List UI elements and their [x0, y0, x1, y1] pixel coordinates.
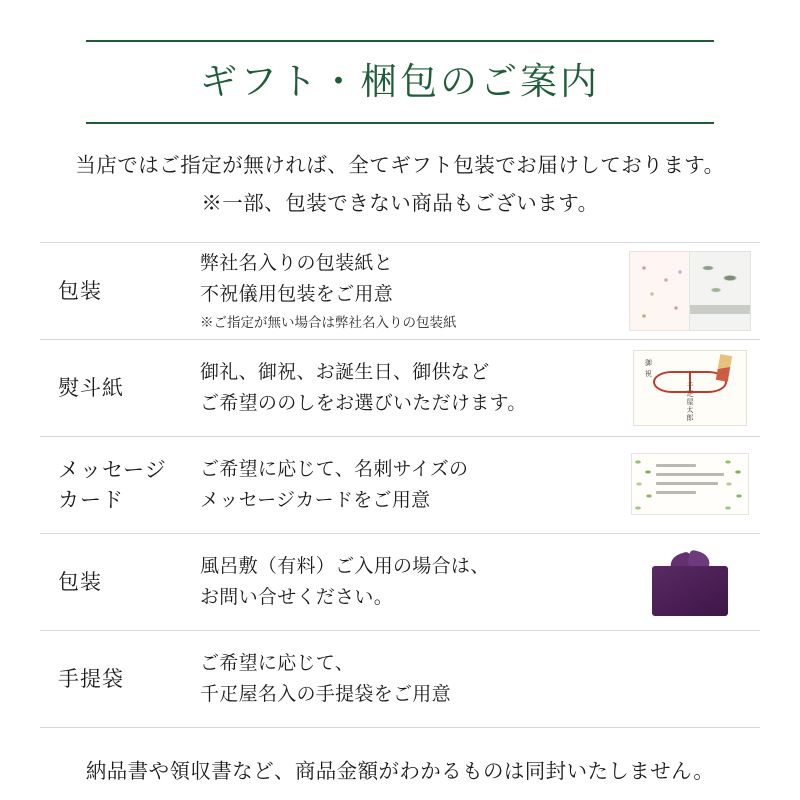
page-title: ギフト・梱包のご案内 [200, 62, 600, 103]
row-label [40, 455, 200, 516]
card-text-line [656, 464, 696, 467]
row-description-line-2: 不祝儀用包装をご用意 [200, 284, 394, 306]
row-label: 包装 [58, 279, 102, 304]
intro-text [0, 148, 800, 224]
noshi-heading-text: 御 祝 [644, 359, 653, 378]
row-description [200, 454, 620, 517]
row-description-line-2: メッセージカードをご用意 [200, 490, 431, 512]
row-label-line-2: カード [58, 488, 124, 513]
noshi-sheet-icon [633, 350, 747, 426]
row-description [200, 357, 620, 420]
message-card-thumbnail [629, 445, 751, 525]
table-row [40, 630, 760, 728]
row-description [200, 248, 620, 335]
row-image-cell [620, 251, 760, 331]
message-card-icon [631, 453, 749, 515]
row-description-line-1: 風呂敷（有料）ご入用の場合は、 [200, 555, 490, 577]
table-row [40, 436, 760, 533]
table-row [40, 242, 760, 339]
wrapping-paper-thumbnail [629, 251, 751, 331]
table-row [40, 533, 760, 630]
row-description-line-1: ご希望に応じて、 [200, 652, 355, 674]
card-text-lines [656, 464, 724, 500]
footer-note: 納品書や領収書など、商品金額がわかるものは同封いたしません。 [85, 761, 715, 784]
card-text-line [656, 491, 696, 494]
noshi-paper-thumbnail [629, 348, 751, 428]
intro-line-1: 当店ではご指定が無ければ、全てギフト包装でお届けしております。 [75, 155, 725, 178]
furoshiki-thumbnail [629, 542, 751, 622]
row-image-cell [620, 445, 760, 525]
row-note: ※ご指定が無い場合は弊社名入りの包装紙 [200, 315, 457, 331]
row-description-line-1: 御礼、御祝、お誕生日、御供など [200, 361, 490, 383]
row-description [200, 551, 620, 614]
row-description [200, 648, 620, 711]
row-image-cell [620, 348, 760, 428]
row-description-line-2: ご希望ののしをお選びいただけます。 [200, 393, 527, 415]
intro-line-2: ※一部、包装できない商品もございます。 [201, 193, 599, 216]
row-description-line-2: お問い合せください。 [200, 587, 394, 609]
card-text-line [656, 473, 724, 476]
wrapping-paper-floral-icon [629, 251, 691, 331]
row-label: 包装 [58, 570, 102, 595]
card-text-line [656, 482, 718, 485]
row-label: 手提袋 [58, 667, 124, 692]
wrapping-paper-plain-icon [689, 251, 751, 331]
row-label-line-1: メッセージ [58, 457, 167, 482]
page-header [0, 0, 800, 124]
table-row [40, 339, 760, 436]
row-description-line-2: 千疋屋名入の手提袋をご用意 [200, 684, 451, 706]
noshi-name-text: 千疋屋太郎 [686, 382, 694, 423]
title-rule-bottom [86, 122, 714, 124]
leaf-decoration-left-icon [632, 454, 658, 516]
furoshiki-body-icon [652, 566, 728, 616]
gift-options-table [40, 242, 760, 728]
leaf-decoration-right-icon [722, 454, 748, 516]
row-description-line-1: 弊社名入りの包装紙と [200, 252, 394, 274]
row-description-line-1: ご希望に応じて、名刺サイズの [200, 458, 469, 480]
row-image-cell [620, 542, 760, 622]
row-label: 熨斗紙 [58, 376, 124, 401]
furoshiki-icon [652, 546, 728, 616]
